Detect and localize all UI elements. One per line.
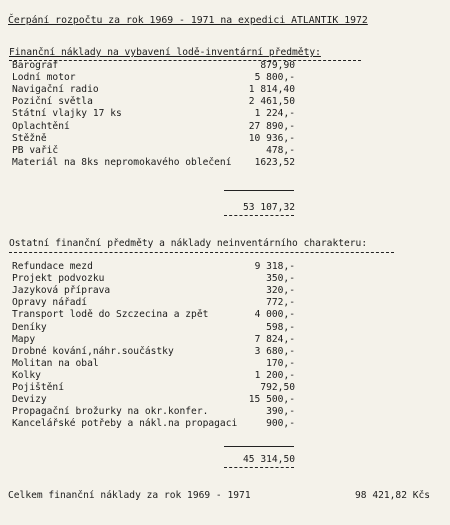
line-item-name: Molitan na obal <box>12 357 99 369</box>
line-item-name: Pojištění <box>12 382 64 393</box>
line-item-amount: 772,- <box>266 297 295 309</box>
line-item-name: Devizy <box>12 394 47 406</box>
line-item-amount: 350,- <box>266 273 295 285</box>
line-item-amount: 792,50 <box>260 382 295 393</box>
line-item-amount: 4 000,- <box>254 309 295 321</box>
line-item-name: Kolky <box>12 369 41 381</box>
line-item-name: Refundace mezd <box>12 261 93 272</box>
line-item-amount: 1 224,- <box>254 108 295 120</box>
section1-heading: Finanční náklady na vybavení lodě-inventární předměty: <box>9 47 321 58</box>
grand-total-label: Celkem finanční náklady za rok 1969 - 1971 <box>8 490 251 501</box>
line-item-amount: 2 461,50 <box>248 96 295 108</box>
line-item-name: Projekt podvozku <box>12 273 105 285</box>
line-item-name: Státní vlajky 17 ks <box>12 108 122 120</box>
line-item-amount: 1 200,- <box>254 369 295 381</box>
section2-heading: Ostatní finanční předměty a náklady neinventárního charakteru: <box>9 238 368 249</box>
line-item-name: Deníky <box>12 321 47 333</box>
line-item-amount: 27 890,- <box>248 120 295 132</box>
line-item-name: Kancelářské potřeby a nákl.na propagaci <box>12 418 238 430</box>
line-item-amount: 879,90 <box>260 60 295 71</box>
line-item-name: PB vařič <box>12 144 59 156</box>
line-item-amount: 170,- <box>266 357 295 369</box>
document-title: Čerpání rozpočtu za rok 1969 - 1971 na expedici ATLANTIK 1972 <box>8 15 368 26</box>
line-item-amount: 598,- <box>266 321 295 333</box>
line-item-name: Opravy nářadí <box>12 297 88 309</box>
line-item-name: Jazyková příprava <box>12 285 111 297</box>
grand-total-value: 98 421,82 Kčs <box>355 490 431 501</box>
line-item-name: Oplachtění <box>12 120 70 132</box>
line-item-name: Propagační brožurky na okr.konfer. <box>12 406 209 418</box>
line-item-amount: 7 824,- <box>254 333 295 345</box>
line-item-name: Barograf <box>12 60 59 71</box>
section2-total-rule <box>224 467 294 468</box>
section2-heading-rule <box>9 252 394 253</box>
line-item-name: Navigační radio <box>12 84 99 96</box>
line-item-amount: 15 500,- <box>248 394 295 406</box>
section1-sum-rule <box>224 190 294 191</box>
line-item-name: Materiál na 8ks nepromokavého oblečení <box>12 156 232 168</box>
line-item-name: Transport lodě do Szczecina a zpět <box>12 309 209 321</box>
section2-total: 45 314,50 <box>243 454 295 465</box>
section2-sum-rule <box>224 446 294 447</box>
line-item-amount: 1 814,40 <box>248 84 295 96</box>
line-item-amount: 10 936,- <box>248 132 295 144</box>
section1-total: 53 107,32 <box>243 202 295 213</box>
line-item-amount: 1623,52 <box>254 156 295 168</box>
line-item-name: Mapy <box>12 333 36 345</box>
line-item-name: Stěžně <box>12 132 47 144</box>
line-item-amount: 900,- <box>266 418 295 430</box>
section1-total-rule <box>224 215 294 216</box>
line-item-name: Lodní motor <box>12 72 76 84</box>
line-item-amount: 478,- <box>266 144 295 156</box>
line-item-name: Poziční světla <box>12 96 93 108</box>
section1-heading-rule <box>9 60 361 61</box>
line-item-amount: 3 680,- <box>254 345 295 357</box>
line-item-amount: 9 318,- <box>254 261 295 272</box>
line-item-name: Drobné kování,náhr.součástky <box>12 345 174 357</box>
line-item-amount: 5 800,- <box>254 72 295 84</box>
line-item-amount: 320,- <box>266 285 295 297</box>
line-item-amount: 390,- <box>266 406 295 418</box>
